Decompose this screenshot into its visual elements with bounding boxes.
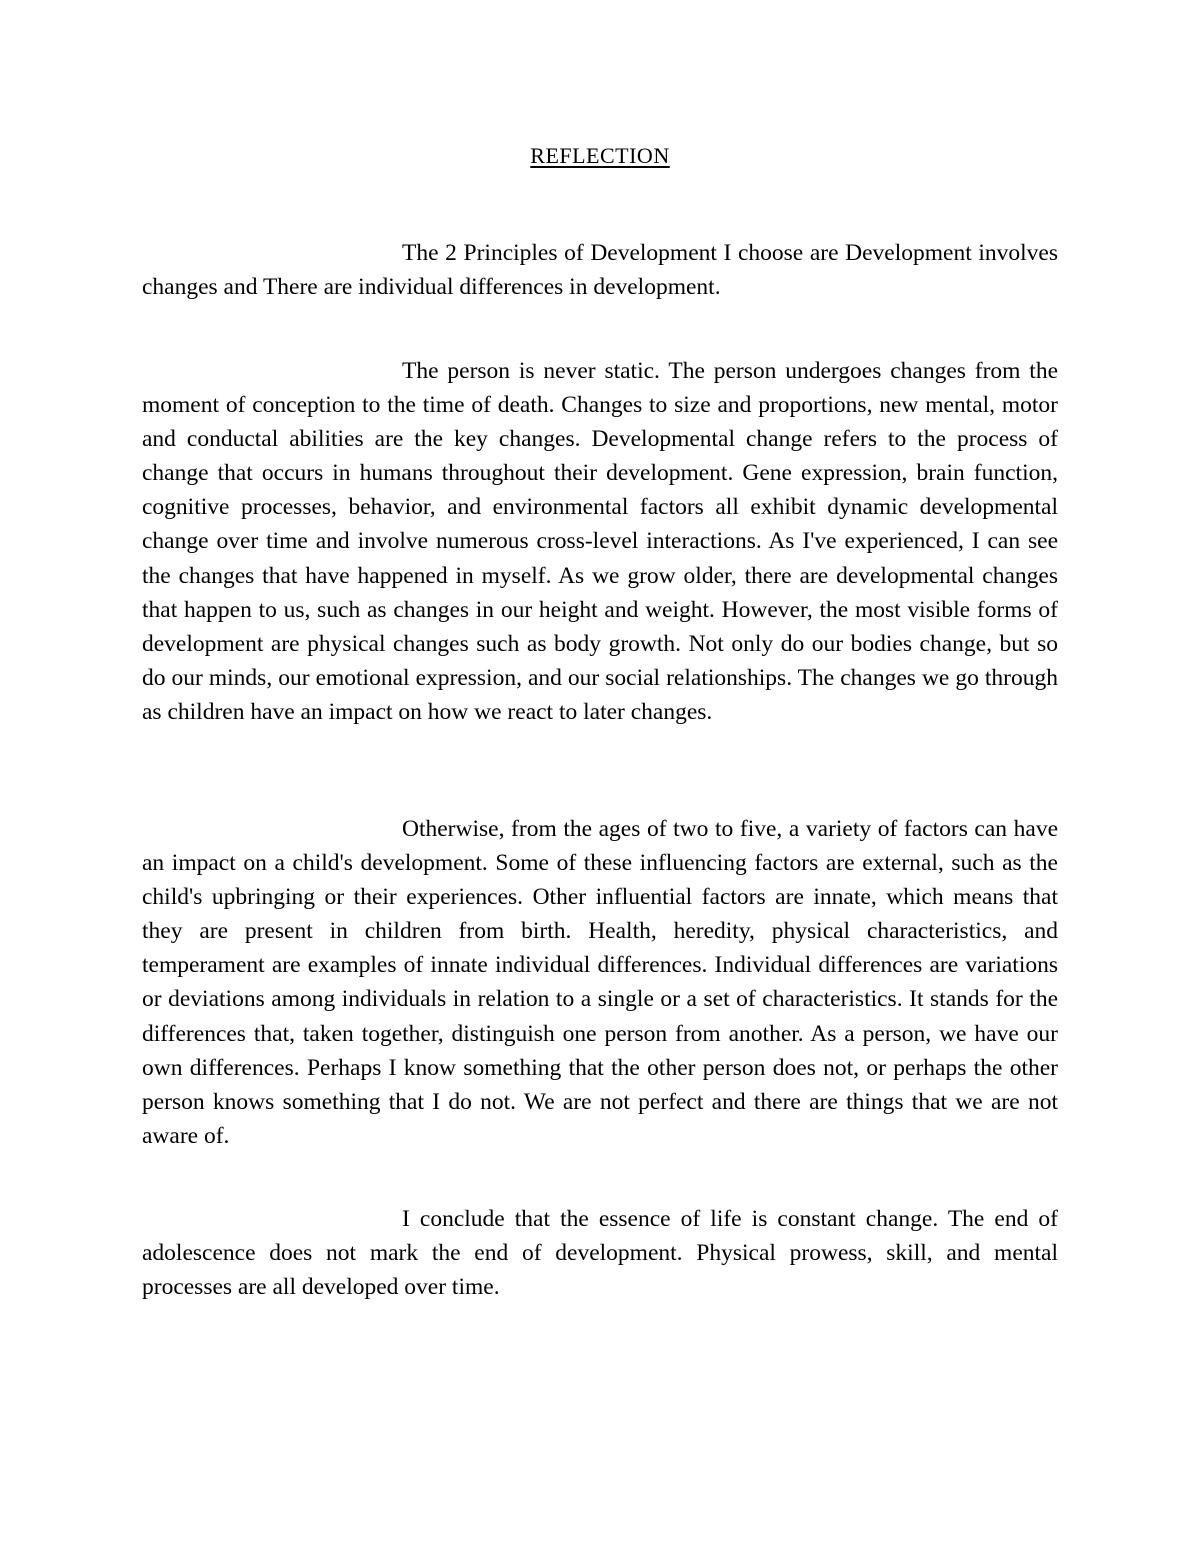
- paragraph-individual-differences: Otherwise, from the ages of two to five, a variety of factors can have an impact on a child's development. Some of these influencing factors are external, such as the child's upbringing or their experiences. Other influential factors are innate, which means that they are present in children from birth. Health, heredity, physical characteristics, and temperament are examples of innate individual differences. Individual differences are variations or deviations among individuals in relation to a single or a set of characteristics. It stands for the differences that, taken together, distinguish one person from another. As a person, we have our own differences. Perhaps I know something that the other person does not, or perhaps the other person knows something that I do not. We are not perfect and there are things that we are not aware of.: [142, 816, 1058, 1149]
- document-title: [0, 141, 1200, 171]
- paragraph-principles: The 2 Principles of Development I choose are Development involves changes and There are individual differences in development.: [142, 240, 1058, 301]
- paragraph-development-changes: The person is never static. The person undergoes changes from the moment of conception to the time of death. Changes to size and proportions, new mental, motor and conductal abilities are the key changes. Developmental change refers to the process of change that occurs in humans throughout their development. Gene expression, brain function, cognitive processes, behavior, and environmental factors all exhibit dynamic developmental change over time and involve numerous cross-level interactions. As I've experienced, I can see the changes that have happened in myself. As we grow older, there are developmental changes that happen to us, such as changes in our height and weight. However, the most visible forms of development are physical changes such as body growth. Not only do our bodies change, but so do our minds, our emotional expression, and our social relationships. The changes we go through as children have an impact on how we react to later changes.: [142, 358, 1058, 725]
- document-title-text: REFLECTION: [530, 143, 670, 168]
- paragraph-conclusion: I conclude that the essence of life is constant change. The end of adolescence does not mark the end of development. Physical prowess, skill, and mental processes are all developed over time.: [142, 1206, 1058, 1301]
